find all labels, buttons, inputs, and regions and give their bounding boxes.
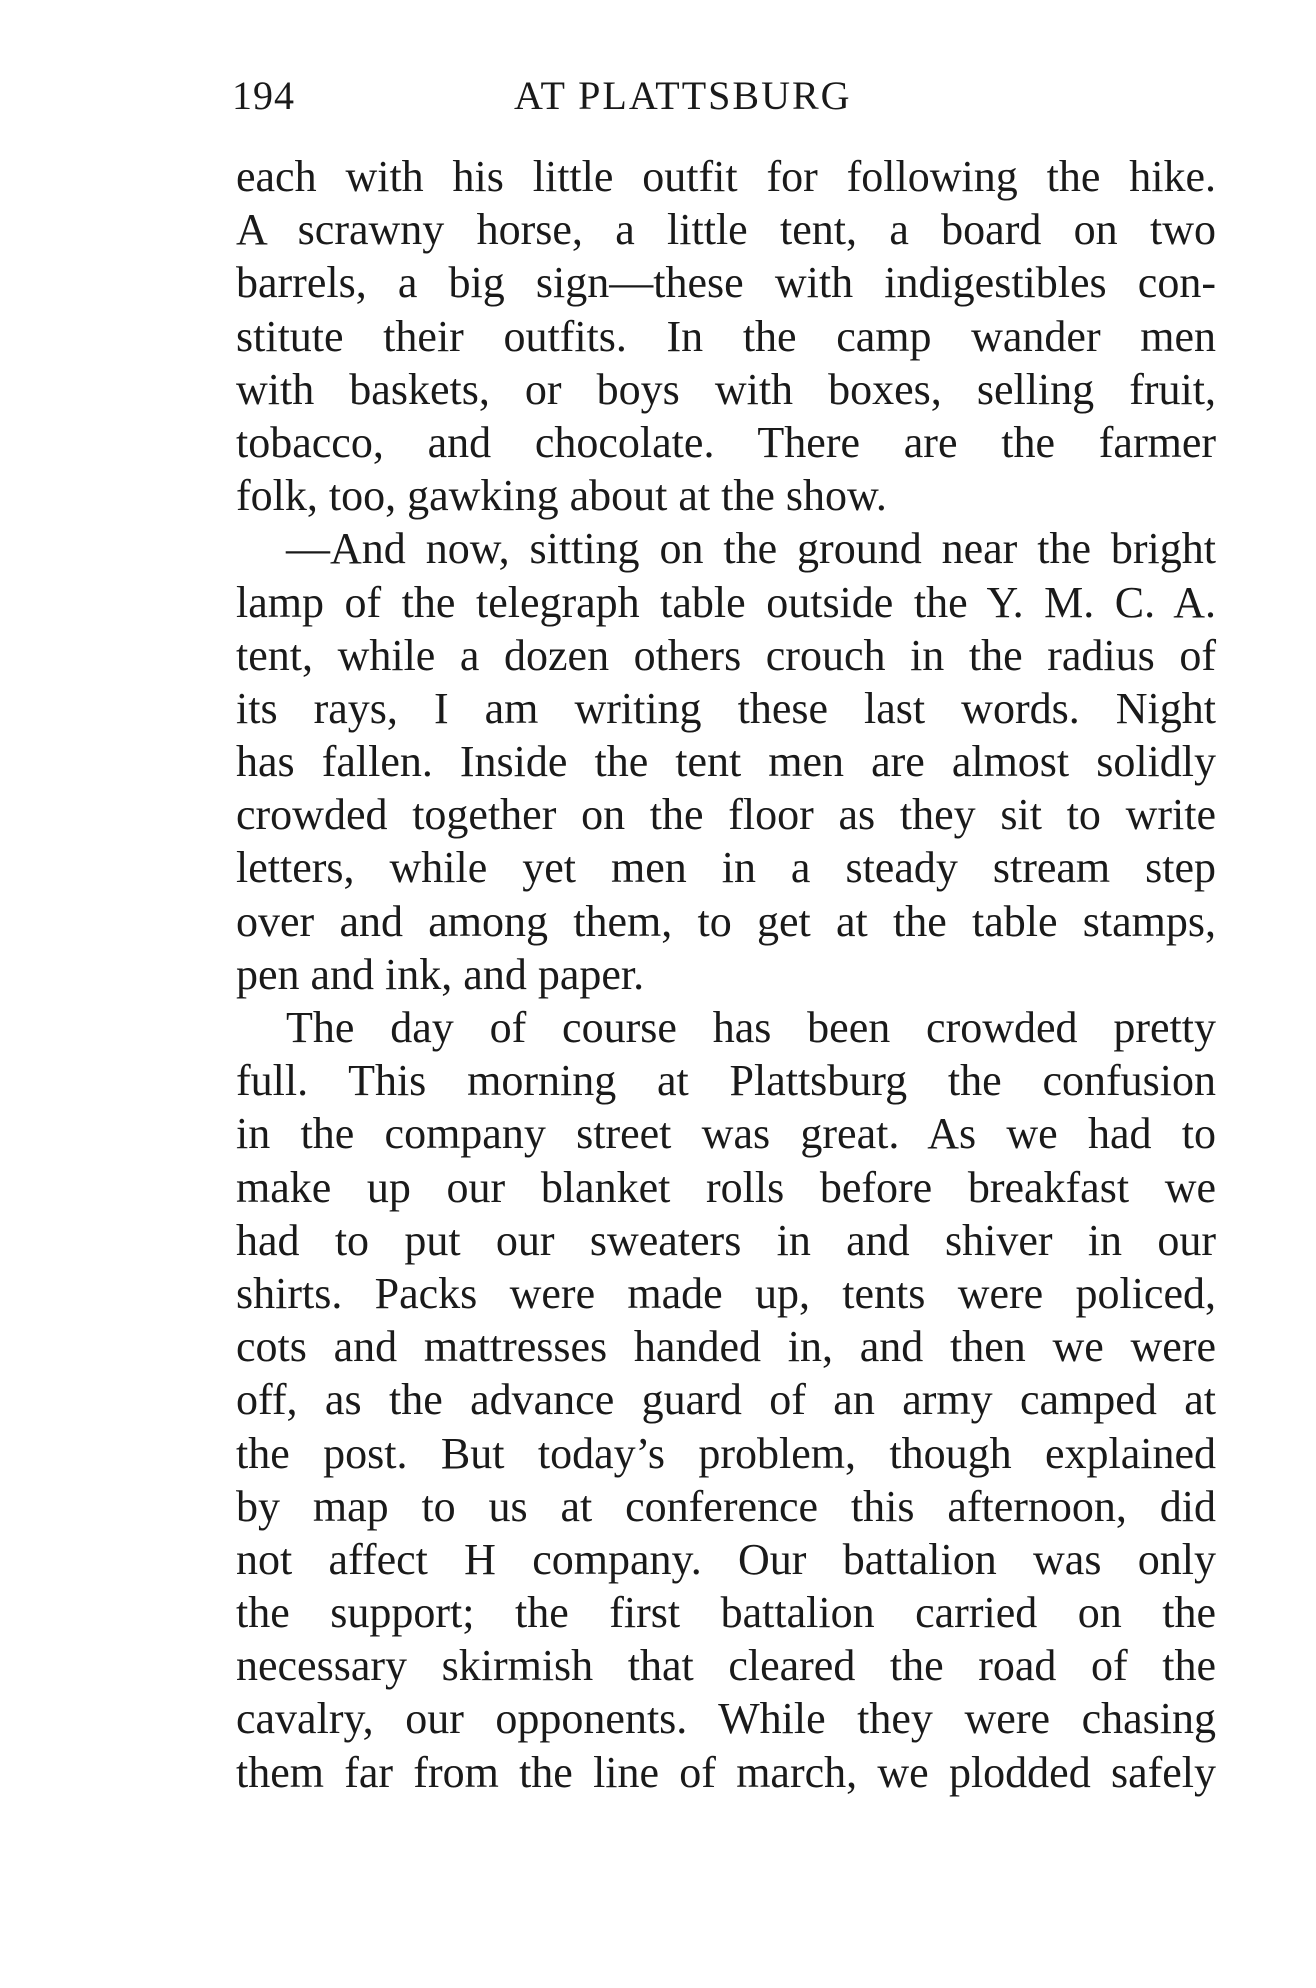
text-line: each with his little outfit for following the hike. xyxy=(236,152,1216,201)
text-line: lamp of the telegraph table outside the Y. M. C. A. xyxy=(236,577,1216,627)
text-line: cots and mattresses handed in, and then we were xyxy=(236,1322,1216,1372)
text-line: stitute their outfits. In the camp wander men xyxy=(236,311,1216,361)
running-title: AT PLATTSBURG xyxy=(514,73,852,118)
text-line: full. This morning at Plattsburg the confusion xyxy=(236,1056,1216,1106)
text-line: not affect H company. Our battalion was only xyxy=(236,1534,1216,1584)
text-line: its rays, I am writing these last words. Night xyxy=(236,683,1216,733)
text-line: had to put our sweaters in and shiver in our xyxy=(236,1215,1216,1265)
text-line: off, as the advance guard of an army camped at xyxy=(236,1375,1216,1425)
text-line: shirts. Packs were made up, tents were policed, xyxy=(236,1268,1216,1318)
page-number: 194 xyxy=(232,73,295,118)
text-line: A scrawny horse, a little tent, a board on two xyxy=(236,205,1216,255)
text-line: with baskets, or boys with boxes, selling fruit, xyxy=(236,364,1216,414)
text-line: over and among them, to get at the table stamps, xyxy=(236,896,1216,946)
text-line: them far from the line of march, we plodded safely xyxy=(236,1747,1216,1797)
text-line: folk, too, gawking about at the show. xyxy=(236,471,887,521)
text-line: the support; the first battalion carried on the xyxy=(236,1588,1216,1638)
text-line: by map to us at conference this afternoon, did xyxy=(236,1481,1216,1531)
text-line: barrels, a big sign—these with indigestibles con- xyxy=(236,258,1216,308)
text-line: pen and ink, and paper. xyxy=(236,949,645,999)
text-line: tobacco, and chocolate. There are the farmer xyxy=(236,417,1216,467)
text-line: letters, while yet men in a steady stream step xyxy=(236,843,1216,893)
text-line: make up our blanket rolls before breakfast we xyxy=(236,1162,1216,1212)
text-line: the post. But today’s problem, though explained xyxy=(236,1428,1216,1478)
text-line: —And now, sitting on the ground near the bright xyxy=(286,524,1216,574)
text-line: tent, while a dozen others crouch in the radius of xyxy=(236,630,1216,680)
text-line: The day of course has been crowded pretty xyxy=(286,1003,1216,1052)
text-line: cavalry, our opponents. While they were chasing xyxy=(236,1694,1216,1744)
text-line: has fallen. Inside the tent men are almost solidly xyxy=(236,737,1216,787)
text-line: in the company street was great. As we had to xyxy=(236,1109,1216,1159)
text-line: crowded together on the floor as they sit to write xyxy=(236,790,1216,840)
text-line: necessary skirmish that cleared the road of the xyxy=(236,1641,1216,1691)
running-head xyxy=(232,66,1212,126)
body-text xyxy=(236,150,1216,1799)
